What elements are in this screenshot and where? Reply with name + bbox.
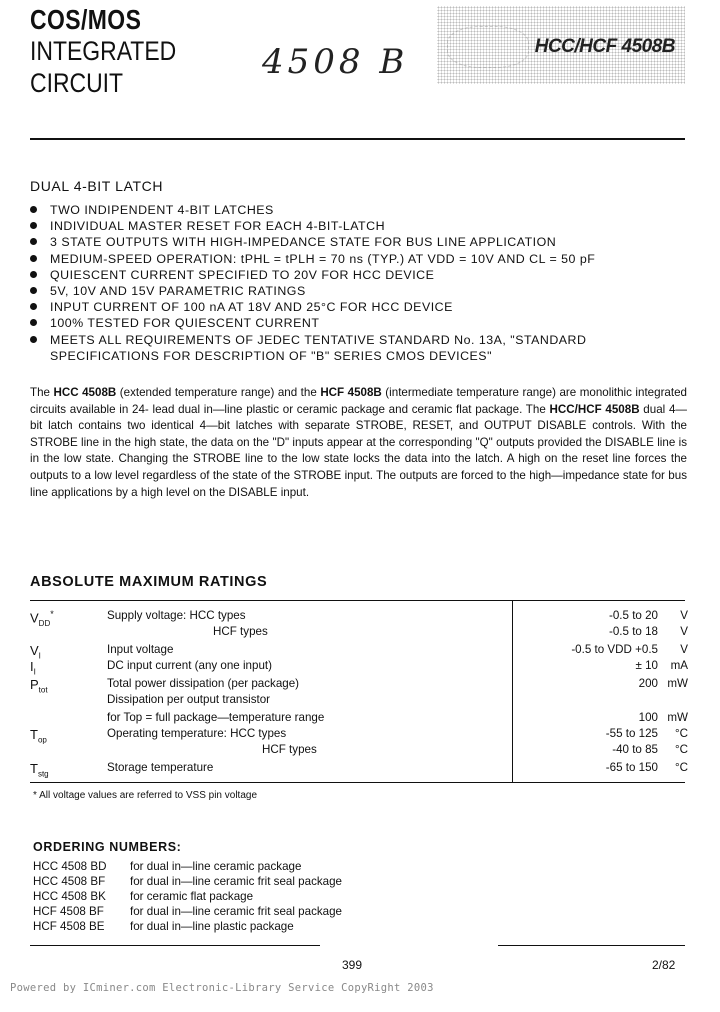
- rating-symbol: $T_{stg}$: [30, 761, 49, 779]
- feature-item: TWO INDIPENDENT 4-BIT LATCHES: [30, 202, 690, 218]
- rating-row: [30, 743, 688, 759]
- bullet-icon: [30, 287, 37, 294]
- rating-symbol: $V_{DD}^*$: [30, 609, 54, 628]
- ordering-item: HCF 4508 BE for dual in—line plastic package: [33, 920, 294, 933]
- rating-unit: °C: [674, 761, 688, 774]
- rating-value: 200: [638, 677, 658, 690]
- footer-rule-left: [30, 945, 320, 946]
- rating-unit: °C: [674, 727, 688, 740]
- rating-description: for Top = full package—temperature range: [107, 711, 325, 724]
- ratings-footnote: * All voltage values are referred to VSS pin voltage: [33, 790, 258, 801]
- rating-row: [30, 609, 688, 628]
- bullet-icon: [30, 303, 37, 310]
- rating-row: [30, 625, 688, 641]
- feature-item: MEDIUM-SPEED OPERATION: tPHL = tPLH = 70 ns (TYP.) AT VDD = 10V AND CL = 50 pF: [30, 251, 690, 267]
- rating-value: -0.5 to VDD +0.5: [571, 643, 658, 656]
- rating-value: -40 to 85: [612, 743, 658, 756]
- rating-description: Storage temperature: [107, 761, 214, 774]
- ratings-bottom-rule: [30, 782, 685, 783]
- page-date: 2/82: [652, 958, 676, 972]
- rating-symbol: $I_I$: [30, 659, 36, 677]
- rating-unit: mW: [667, 677, 688, 690]
- rating-unit: mW: [667, 711, 688, 724]
- ordering-item: HCC 4508 BD for dual in—line ceramic package: [33, 860, 302, 873]
- part-number: HCC/HCF 4508B: [534, 36, 675, 57]
- feature-item: 100% TESTED FOR QUIESCENT CURRENT: [30, 315, 690, 331]
- bullet-icon: [30, 319, 37, 326]
- brand-cosmos: COS/MOS: [30, 4, 142, 35]
- powered-by-watermark: Powered by ICminer.com Electronic-Library Service CopyRight 2003: [10, 982, 434, 994]
- rating-description: HCF types: [213, 625, 268, 638]
- feature-item: MEETS ALL REQUIREMENTS OF JEDEC TENTATIVE STANDARD No. 13A, "STANDARD SPECIFICATIONS FOR DESCRIPTION OF "B" SERIES CMOS DEVICES": [30, 332, 690, 364]
- feature-list: [30, 202, 690, 364]
- feature-item: 3 STATE OUTPUTS WITH HIGH-IMPEDANCE STATE FOR BUS LINE APPLICATION: [30, 234, 690, 250]
- rating-description: Dissipation per output transistor: [107, 693, 271, 706]
- rating-row: [30, 761, 688, 777]
- rating-unit: V: [680, 609, 688, 622]
- ratings-title: ABSOLUTE MAXIMUM RATINGS: [30, 574, 268, 590]
- part-number-box: [437, 6, 685, 84]
- ordering-item: HCC 4508 BK for ceramic flat package: [33, 890, 254, 903]
- handwritten-part-number: 4508 B: [262, 42, 409, 82]
- rating-row: [30, 677, 688, 693]
- rating-symbol: $T_{op}$: [30, 727, 47, 745]
- rating-row: [30, 659, 688, 675]
- bullet-icon: [30, 271, 37, 278]
- document-title: DUAL 4-BIT LATCH: [30, 178, 164, 194]
- feature-item: 5V, 10V AND 15V PARAMETRIC RATINGS: [30, 283, 690, 299]
- rating-row: [30, 711, 688, 727]
- ordering-list: [33, 859, 342, 934]
- rating-description: Operating temperature: HCC types: [107, 727, 287, 740]
- rating-unit: V: [680, 643, 688, 656]
- bullet-icon: [30, 255, 37, 262]
- rating-unit: °C: [674, 743, 688, 756]
- bullet-icon: [30, 222, 37, 229]
- rating-description: HCF types: [262, 743, 317, 756]
- ordering-title: ORDERING NUMBERS:: [33, 840, 182, 854]
- rating-value: ± 10: [635, 659, 658, 672]
- description-paragraph: The HCC 4508B (extended temperature range) and the HCF 4508B (intermediate temperature range) are monolithic integrated circuits available in 24- lead dual in—line plastic or ceramic package and ceramic flat package. The HCC/HCF 4508B dual 4—bit latch contains two identical 4—bit latches with separate STROBE, RESET, and OUTPUT DISABLE controls. With the STROBE line in the high state, the data on the "D" inputs appear at the corresponding "Q" outputs provided the DISABLE line is in the low state. Changing the STROBE line to the low state locks the data into the latch. A high on the reset line forces the outputs to a low level regardless of the state of the STROBE input. The outputs are forced to the high—impedance state for bus line applications by a high level on the DISABLE input.: [30, 386, 687, 499]
- rating-description: Supply voltage: HCC types: [107, 609, 246, 622]
- rating-value: -0.5 to 18: [609, 625, 658, 638]
- feature-item: INPUT CURRENT OF 100 nA AT 18V AND 25°C FOR HCC DEVICE: [30, 299, 690, 315]
- brand-integrated: INTEGRATED: [30, 36, 177, 66]
- brand-circuit: CIRCUIT: [30, 68, 124, 98]
- ordering-item: HCC 4508 BF for dual in—line ceramic frit seal package: [33, 875, 343, 888]
- rating-row: [30, 727, 688, 743]
- rating-description: Input voltage: [107, 643, 174, 656]
- rating-value: -55 to 125: [605, 727, 658, 740]
- rating-description: Total power dissipation (per package): [107, 677, 300, 690]
- rating-description: DC input current (any one input): [107, 659, 272, 672]
- rating-unit: V: [680, 625, 688, 638]
- rating-symbol: $P_{tot}$: [30, 677, 48, 695]
- rating-value: -65 to 150: [605, 761, 658, 774]
- rating-row: [30, 643, 688, 659]
- logo-smudge: [447, 26, 529, 68]
- rating-value: 100: [638, 711, 658, 724]
- ratings-top-rule: [30, 600, 685, 601]
- rating-value: -0.5 to 20: [609, 609, 658, 622]
- feature-item: INDIVIDUAL MASTER RESET FOR EACH 4-BIT-LATCH: [30, 218, 690, 234]
- bullet-icon: [30, 206, 37, 213]
- ordering-item: HCF 4508 BF for dual in—line ceramic frit seal package: [33, 905, 343, 918]
- rating-unit: mA: [670, 659, 688, 672]
- bullet-icon: [30, 336, 37, 343]
- feature-item: QUIESCENT CURRENT SPECIFIED TO 20V FOR HCC DEVICE: [30, 267, 690, 283]
- bullet-icon: [30, 238, 37, 245]
- footer-rule-right: [498, 945, 685, 946]
- rating-symbol: $V_I$: [30, 643, 41, 661]
- header-divider: [30, 138, 685, 140]
- page-number: 399: [342, 958, 363, 972]
- rating-row: [30, 693, 688, 709]
